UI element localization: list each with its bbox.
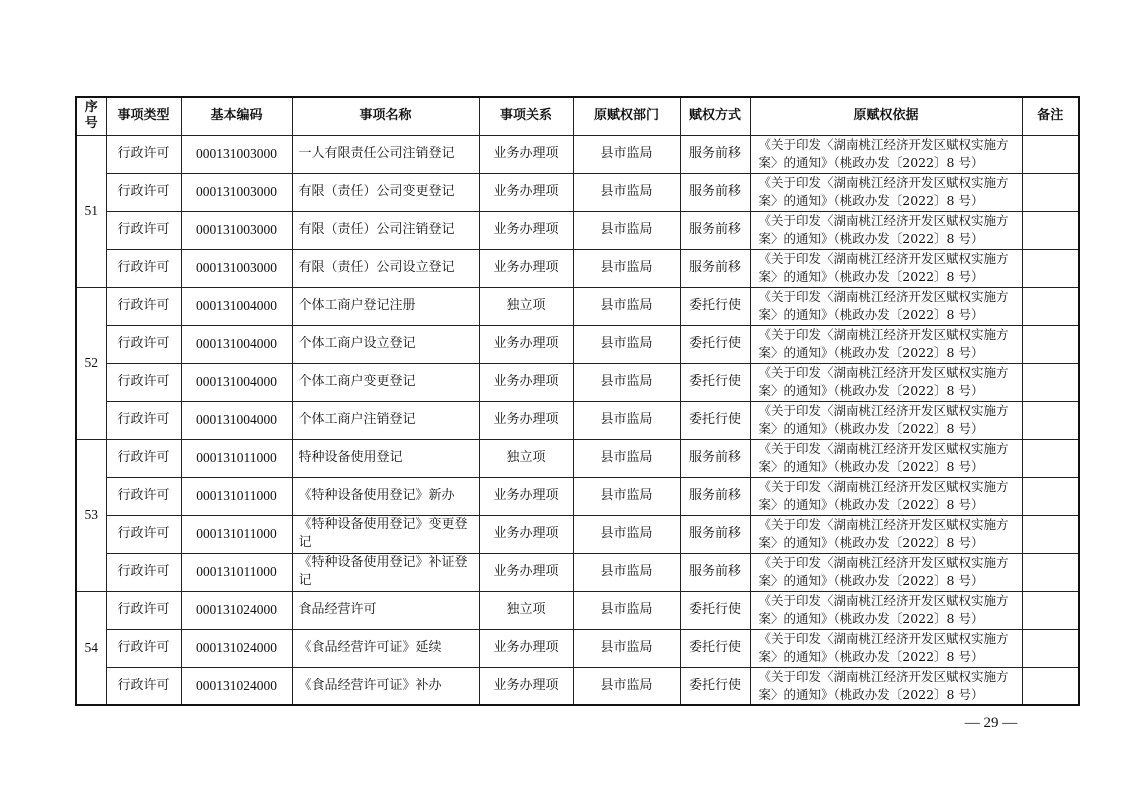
cell-seq: 54 [76,591,106,705]
table-row [76,515,1079,553]
cell-remark [1022,553,1079,591]
table-row [76,249,1079,287]
cell-code: 000131003000 [181,173,292,211]
cell-remark [1022,477,1079,515]
cell-remark [1022,515,1079,553]
cell-relation: 业务办理项 [479,629,573,667]
cell-code: 000131004000 [181,401,292,439]
cell-method: 委托行使 [680,325,750,363]
table-row [76,135,1079,173]
cell-name: 个体工商户变更登记 [292,363,479,401]
table-row [76,477,1079,515]
table-row [76,211,1079,249]
cell-method: 委托行使 [680,591,750,629]
cell-type: 行政许可 [106,325,181,363]
table-row [76,629,1079,667]
cell-code: 000131003000 [181,211,292,249]
cell-basis: 《关于印发〈湖南桃江经济开发区赋权实施方案〉的通知》（桃政办发〔2022〕8 号） [750,287,1022,325]
header-remark: 备注 [1022,97,1079,135]
header-relation: 事项关系 [479,97,573,135]
cell-type: 行政许可 [106,363,181,401]
cell-method: 委托行使 [680,629,750,667]
cell-name: 《特种设备使用登记》变更登记 [292,515,479,553]
table-row [76,287,1079,325]
cell-relation: 业务办理项 [479,515,573,553]
cell-name: 一人有限责任公司注销登记 [292,135,479,173]
cell-code: 000131011000 [181,477,292,515]
cell-method: 委托行使 [680,287,750,325]
cell-basis: 《关于印发〈湖南桃江经济开发区赋权实施方案〉的通知》（桃政办发〔2022〕8 号） [750,553,1022,591]
cell-name: 《特种设备使用登记》补证登记 [292,553,479,591]
cell-remark [1022,629,1079,667]
cell-name: 个体工商户设立登记 [292,325,479,363]
cell-relation: 业务办理项 [479,401,573,439]
cell-dept: 县市监局 [573,401,680,439]
header-method: 赋权方式 [680,97,750,135]
cell-type: 行政许可 [106,515,181,553]
cell-type: 行政许可 [106,211,181,249]
cell-relation: 业务办理项 [479,173,573,211]
cell-method: 服务前移 [680,211,750,249]
table-row [76,667,1079,705]
cell-dept: 县市监局 [573,135,680,173]
cell-code: 000131004000 [181,287,292,325]
cell-remark [1022,249,1079,287]
cell-relation: 业务办理项 [479,211,573,249]
cell-code: 000131003000 [181,249,292,287]
cell-name: 食品经营许可 [292,591,479,629]
header-dept: 原赋权部门 [573,97,680,135]
cell-type: 行政许可 [106,477,181,515]
header-name: 事项名称 [292,97,479,135]
cell-name: 《食品经营许可证》补办 [292,667,479,705]
cell-basis: 《关于印发〈湖南桃江经济开发区赋权实施方案〉的通知》（桃政办发〔2022〕8 号） [750,363,1022,401]
authorization-table [75,96,1080,706]
cell-name: 《食品经营许可证》延续 [292,629,479,667]
cell-relation: 业务办理项 [479,477,573,515]
cell-remark [1022,211,1079,249]
cell-dept: 县市监局 [573,363,680,401]
table-header-row [76,97,1079,135]
cell-remark [1022,591,1079,629]
table-row [76,325,1079,363]
cell-remark [1022,173,1079,211]
cell-relation: 业务办理项 [479,135,573,173]
cell-method: 委托行使 [680,401,750,439]
table-row [76,439,1079,477]
cell-basis: 《关于印发〈湖南桃江经济开发区赋权实施方案〉的通知》（桃政办发〔2022〕8 号） [750,629,1022,667]
cell-basis: 《关于印发〈湖南桃江经济开发区赋权实施方案〉的通知》（桃政办发〔2022〕8 号） [750,173,1022,211]
cell-type: 行政许可 [106,667,181,705]
cell-remark [1022,439,1079,477]
cell-remark [1022,287,1079,325]
cell-code: 000131011000 [181,515,292,553]
cell-dept: 县市监局 [573,287,680,325]
cell-name: 特种设备使用登记 [292,439,479,477]
cell-method: 委托行使 [680,667,750,705]
cell-remark [1022,667,1079,705]
cell-type: 行政许可 [106,287,181,325]
cell-seq: 52 [76,287,106,439]
cell-code: 000131024000 [181,591,292,629]
cell-basis: 《关于印发〈湖南桃江经济开发区赋权实施方案〉的通知》（桃政办发〔2022〕8 号） [750,591,1022,629]
cell-relation: 业务办理项 [479,249,573,287]
cell-basis: 《关于印发〈湖南桃江经济开发区赋权实施方案〉的通知》（桃政办发〔2022〕8 号） [750,325,1022,363]
header-type: 事项类型 [106,97,181,135]
cell-basis: 《关于印发〈湖南桃江经济开发区赋权实施方案〉的通知》（桃政办发〔2022〕8 号） [750,477,1022,515]
cell-seq: 53 [76,439,106,591]
cell-dept: 县市监局 [573,211,680,249]
cell-name: 《特种设备使用登记》新办 [292,477,479,515]
cell-code: 000131024000 [181,629,292,667]
cell-method: 服务前移 [680,135,750,173]
cell-basis: 《关于印发〈湖南桃江经济开发区赋权实施方案〉的通知》（桃政办发〔2022〕8 号） [750,515,1022,553]
cell-name: 有限（责任）公司设立登记 [292,249,479,287]
cell-basis: 《关于印发〈湖南桃江经济开发区赋权实施方案〉的通知》（桃政办发〔2022〕8 号） [750,211,1022,249]
cell-name: 有限（责任）公司注销登记 [292,211,479,249]
cell-dept: 县市监局 [573,629,680,667]
table-row [76,401,1079,439]
table-row [76,591,1079,629]
cell-method: 服务前移 [680,173,750,211]
cell-dept: 县市监局 [573,667,680,705]
cell-method: 服务前移 [680,477,750,515]
cell-remark [1022,363,1079,401]
cell-type: 行政许可 [106,591,181,629]
cell-name: 有限（责任）公司变更登记 [292,173,479,211]
cell-code: 000131024000 [181,667,292,705]
cell-relation: 业务办理项 [479,667,573,705]
cell-type: 行政许可 [106,629,181,667]
cell-dept: 县市监局 [573,325,680,363]
cell-basis: 《关于印发〈湖南桃江经济开发区赋权实施方案〉的通知》（桃政办发〔2022〕8 号） [750,439,1022,477]
header-basis: 原赋权依据 [750,97,1022,135]
cell-type: 行政许可 [106,135,181,173]
cell-relation: 业务办理项 [479,363,573,401]
cell-code: 000131011000 [181,553,292,591]
cell-type: 行政许可 [106,553,181,591]
cell-code: 000131004000 [181,363,292,401]
cell-method: 服务前移 [680,515,750,553]
cell-method: 服务前移 [680,439,750,477]
table-row [76,553,1079,591]
cell-basis: 《关于印发〈湖南桃江经济开发区赋权实施方案〉的通知》（桃政办发〔2022〕8 号） [750,135,1022,173]
cell-type: 行政许可 [106,249,181,287]
cell-basis: 《关于印发〈湖南桃江经济开发区赋权实施方案〉的通知》（桃政办发〔2022〕8 号） [750,249,1022,287]
table-body [76,135,1079,705]
page-number: — 29 — [964,715,1018,731]
cell-remark [1022,325,1079,363]
cell-method: 服务前移 [680,553,750,591]
cell-basis: 《关于印发〈湖南桃江经济开发区赋权实施方案〉的通知》（桃政办发〔2022〕8 号） [750,401,1022,439]
cell-dept: 县市监局 [573,553,680,591]
cell-code: 000131003000 [181,135,292,173]
cell-method: 服务前移 [680,249,750,287]
cell-code: 000131011000 [181,439,292,477]
cell-method: 委托行使 [680,363,750,401]
cell-basis: 《关于印发〈湖南桃江经济开发区赋权实施方案〉的通知》（桃政办发〔2022〕8 号） [750,667,1022,705]
cell-relation: 独立项 [479,439,573,477]
cell-relation: 独立项 [479,591,573,629]
table-row [76,173,1079,211]
cell-dept: 县市监局 [573,515,680,553]
cell-type: 行政许可 [106,173,181,211]
cell-code: 000131004000 [181,325,292,363]
table-row [76,363,1079,401]
cell-type: 行政许可 [106,439,181,477]
cell-name: 个体工商户登记注册 [292,287,479,325]
cell-seq: 51 [76,135,106,287]
cell-name: 个体工商户注销登记 [292,401,479,439]
cell-dept: 县市监局 [573,249,680,287]
cell-relation: 业务办理项 [479,553,573,591]
header-code: 基本编码 [181,97,292,135]
header-seq: 序号 [76,97,106,135]
cell-relation: 独立项 [479,287,573,325]
cell-remark [1022,401,1079,439]
cell-dept: 县市监局 [573,439,680,477]
cell-dept: 县市监局 [573,477,680,515]
cell-dept: 县市监局 [573,591,680,629]
cell-dept: 县市监局 [573,173,680,211]
cell-type: 行政许可 [106,401,181,439]
cell-remark [1022,135,1079,173]
cell-relation: 业务办理项 [479,325,573,363]
